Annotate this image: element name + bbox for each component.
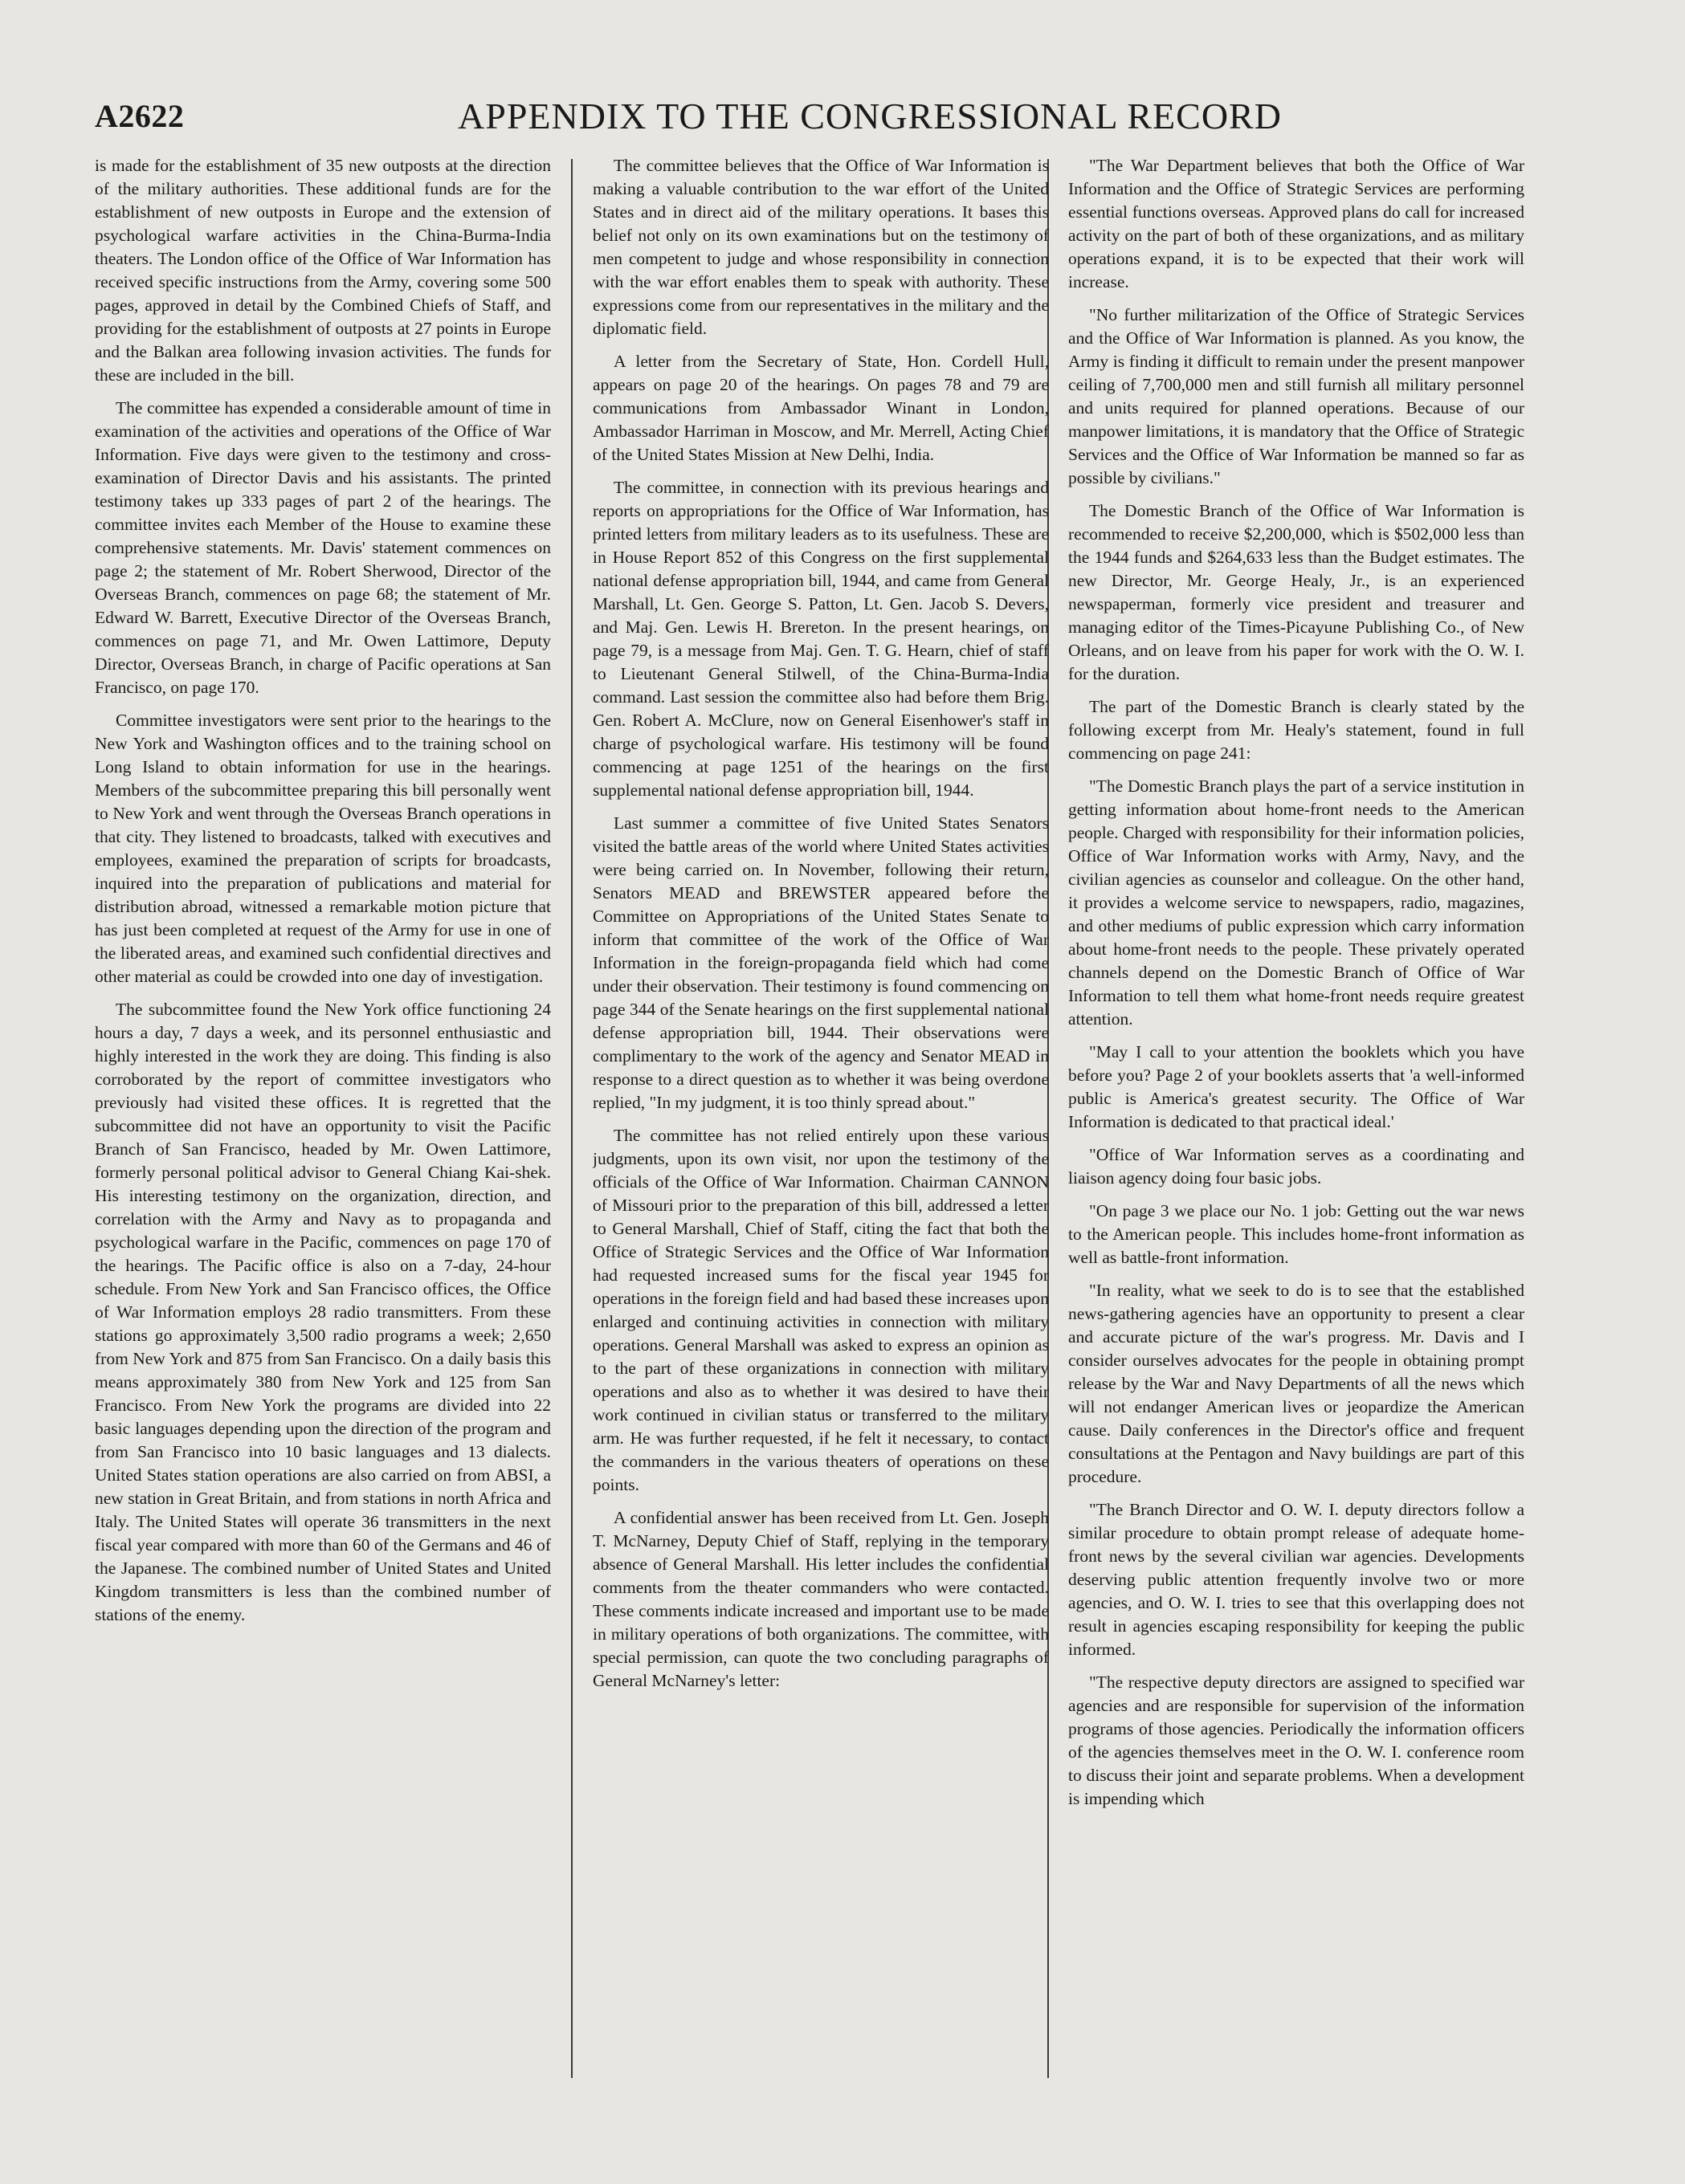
running-head-title: APPENDIX TO THE CONGRESSIONAL RECORD (458, 96, 1282, 136)
paragraph: The committee has not relied entirely upon these various judgments, upon its own visit, nor upon the testimony of the officials of the Office of War Information. Chairman CANNON of Missouri prior to the preparation of this bill, addressed a letter to General Marshall, Chief of Staff, citing the fact that both the Office of Strategic Services and the Office of War Information had requested increased sums for the fiscal year 1945 for operations in the foreign field and had based these increases upon enlarged and continuing activities in connection with military operations. General Marshall was asked to express an opinion as to the part of these organizations in connection with military operations and also as to whether it was desired to have their work continued in civilian status or transferred to the military arm. He was further requested, if he felt it necessary, to contact the commanders in the various theaters of operations on these points. (593, 1126, 1049, 1494)
page-number: A2622 (95, 98, 185, 134)
paragraph: The committee has expended a considerable amount of time in examination of the activities and operations of the Office of War Information. Five days were given to the testimony and cross-examination of Director Davis and his assistants. The printed testimony takes up 333 pages of part 2 of the hearings. The committee invites each Member of the House to examine these comprehensive statements. Mr. Davis' statement commences on page 2; the statement of Mr. Robert Sherwood, Director of the Overseas Branch, commences on page 68; the statement of Mr. Edward W. Barrett, Executive Director of the Overseas Branch, commences on page 71, and Mr. Owen Lattimore, Deputy Director, Overseas Branch, in charge of Pacific operations at San Francisco, on page 170. (95, 398, 551, 697)
paragraph: The Domestic Branch of the Office of War Information is recommended to receive $2,200,000, which is $502,000 less than the 1944 funds and $264,633 less than the Budget estimates. The new Director, Mr. George Healy, Jr., is an experienced newspaperman, formerly vice president and treasurer and managing editor of the Times-Picayune Publishing Co., of New Orleans, and on leave from his paper for work with the O. W. I. for the duration. (1068, 501, 1524, 683)
paragraph: "The Branch Director and O. W. I. deputy directors follow a similar procedure to obtain prompt release of adequate home-front news by the several civilian war agencies. Developments deserving public attention frequently involve two or more agencies, and O. W. I. tries to see that this overlapping does not result in agencies escaping responsibility for keeping the public informed. (1068, 1500, 1524, 1659)
page-header (95, 96, 1597, 145)
text-column-left (95, 154, 551, 2097)
column-divider-left (571, 159, 573, 2078)
paragraph: A letter from the Secretary of State, Hon. Cordell Hull, appears on page 20 of the hearings. On pages 78 and 79 are communications from Ambassador Winant in London, Ambassador Harriman in Moscow, and Mr. Merrell, Acting Chief of the United States Mission at New Delhi, India. (593, 352, 1049, 464)
paragraph: "In reality, what we seek to do is to see that the established news-gathering agencies have an opportunity to present a clear and accurate picture of the war's progress. Mr. Davis and I consider ourselves advocates for the people in obtaining prompt release by the War and Navy Departments of all the news which will not endanger American lives or jeopardize the American cause. Daily conferences in the Director's office and frequent consultations at the Pentagon and Navy buildings are part of this procedure. (1068, 1281, 1524, 1486)
paragraph: "Office of War Information serves as a coordinating and liaison agency doing four basic jobs. (1068, 1145, 1524, 1188)
paragraph: is made for the establishment of 35 new outposts at the direction of the military authorities. These additional funds are for the establishment of new outposts in Europe and the extension of psychological warfare activities in the China-Burma-India theaters. The London office of the Office of War Information has received specific instructions from the Army, covering some 500 pages, approved in detail by the Combined Chiefs of Staff, and providing for the establishment of outposts at 27 points in Europe and the Balkan area following invasion activities. The funds for these are included in the bill. (95, 156, 551, 385)
text-column-right (1068, 154, 1524, 2097)
paragraph: Last summer a committee of five United States Senators visited the battle areas of the world where United States activities were being carried on. In November, following their return, Senators MEAD and BREWSTER appeared before the Committee on Appropriations of the United States Senate to inform that committee of the work of the Office of War Information in the foreign-propaganda field which had come under their observation. Their testimony is found commencing on page 344 of the Senate hearings on the first supplemental national defense appropriation bill, 1944. Their observations were complimentary to the work of the agency and Senator MEAD in response to a direct question as to whether it was being overdone replied, "In my judgment, it is too thinly spread about." (593, 813, 1049, 1112)
paragraph: Committee investigators were sent prior to the hearings to the New York and Washington offices and to the training school on Long Island to obtain information for use in the hearings. Members of the subcommittee preparing this bill personally went to New York and went through the Overseas Branch operations in that city. They listened to broadcasts, talked with executives and employees, examined the preparation of scripts for broadcasts, inquired into the preparation of publications and material for distribution abroad, witnessed a remarkable motion picture that has just been completed at request of the Army for use in one of the liberated areas, and examined such confidential directives and other material as could be crowded into one day of investigation. (95, 711, 551, 986)
paragraph: The committee, in connection with its previous hearings and reports on appropriations for the Office of War Information, has printed letters from military leaders as to its usefulness. These are in House Report 852 of this Congress on the first supplemental national defense appropriation bill, 1944, and came from General Marshall, Lt. Gen. George S. Patton, Lt. Gen. Jacob S. Devers, and Maj. Gen. Lewis H. Brereton. In the present hearings, on page 79, is a message from Maj. Gen. T. G. Hearn, chief of staff to Lieutenant General Stilwell, of the China-Burma-India command. Last session the committee also had before them Brig. Gen. Robert A. McClure, now on General Eisenhower's staff in charge of psychological warfare. His testimony will be found commencing at page 1251 of the hearings on the first supplemental national defense appropriation bill, 1944. (593, 478, 1049, 800)
paragraph: The subcommittee found the New York office functioning 24 hours a day, 7 days a week, and its personnel enthusiastic and highly interested in the work they are doing. This finding is also corroborated by the report of committee investigators who previously had visited these offices. It is regretted that the subcommittee did not have an opportunity to visit the Pacific Branch of San Francisco, headed by Mr. Owen Lattimore, formerly personal political advisor to General Chiang Kai-shek. His interesting testimony on the organization, direction, and correlation with the Army and Navy as to propaganda and psychological warfare in the Pacific, commences on page 170 of the hearings. The Pacific office is also on a 7-day, 24-hour schedule. From New York and San Francisco offices, the Office of War Information employs 28 radio transmitters. From these stations go approximately 3,500 radio programs a week; 2,650 from New York and 875 from San Francisco. On a daily basis this means approximately 380 from New York and 125 from San Francisco. From New York the programs are divided into 22 basic languages depending upon the direction of the program and from San Francisco into 10 basic languages and 13 dialects. United States station operations are also carried on from ABSI, a new station in Great Britain, and from stations in north Africa and Italy. The United States will operate 36 transmitters in the next fiscal year compared with more than 60 of the Germans and 46 of the Japanese. The combined number of United States and United Kingdom transmitters is less than the combined number of stations of the enemy. (95, 1000, 551, 1624)
paragraph: "No further militarization of the Office of Strategic Services and the Office of War Information is planned. As you know, the Army is finding it difficult to remain under the present manpower ceiling of 7,700,000 men and still furnish all military personnel and units required for planned operations. Because of our manpower limitations, it is mandatory that the Office of Strategic Services and the Office of War Information be manned so far as possible by civilians." (1068, 305, 1524, 487)
paragraph: "The War Department believes that both the Office of War Information and the Office of Strategic Services are performing essential functions overseas. Approved plans do call for increased activity on the part of both of these organizations, and as military operations expand, it is to be expected that their work will increase. (1068, 156, 1524, 291)
paragraph: The committee believes that the Office of War Information is making a valuable contribution to the war effort of the United States and in direct aid of the military operations. It bases this belief not only on its own examinations but on the testimony of men competent to judge and whose responsibility in connection with the war effort enables them to speak with authority. These expressions come from our representatives in the military and the diplomatic field. (593, 156, 1049, 338)
paragraph: A confidential answer has been received from Lt. Gen. Joseph T. McNarney, Deputy Chief of Staff, replying in the temporary absence of General Marshall. His letter includes the confidential comments from the theater commanders who were contacted. These comments indicate increased and important use to be made in military operations of both organizations. The committee, with special permission, can quote the two concluding paragraphs of General McNarney's letter: (593, 1508, 1049, 1690)
paragraph: "May I call to your attention the booklets which you have before you? Page 2 of your booklets asserts that 'a well-informed public is America's greatest security. The Office of War Information is dedicated to that practical ideal.' (1068, 1042, 1524, 1131)
paragraph: "The respective deputy directors are assigned to specified war agencies and are responsible for supervision of the information programs of those agencies. Periodically the information officers of the agencies themselves meet in the O. W. I. conference room to discuss their joint and separate problems. When a development is impending which (1068, 1673, 1524, 1808)
text-column-middle (593, 154, 1049, 2097)
paragraph: "The Domestic Branch plays the part of a service institution in getting information about home-front needs to the American people. Charged with responsibility for their information policies, Office of War Information works with Army, Navy, and the civilian agencies as counselor and colleague. On the other hand, it provides a welcome service to newspapers, radio, magazines, and other mediums of public expression which carry information about home-front needs to the people. These privately operated channels depend on the Domestic Branch of Office of War Information to tell them what home-front needs require greatest attention. (1068, 776, 1524, 1029)
paragraph: The part of the Domestic Branch is clearly stated by the following excerpt from Mr. Healy's statement, found in full commencing on page 241: (1068, 697, 1524, 763)
paragraph: "On page 3 we place our No. 1 job: Getting out the war news to the American people. This includes home-front information as well as battle-front information. (1068, 1201, 1524, 1267)
